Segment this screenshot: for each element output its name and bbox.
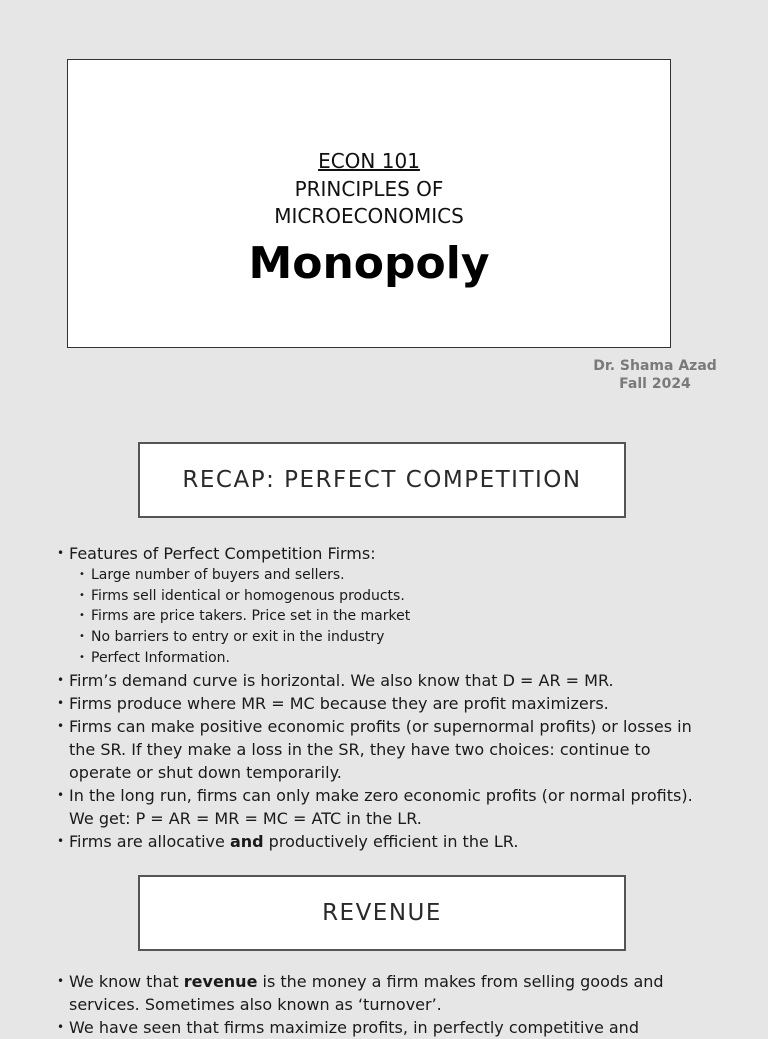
- list-item: • Perfect Information.: [69, 648, 717, 669]
- list-item: [57, 970, 717, 1016]
- author-block: [580, 357, 730, 393]
- features-sublist: [69, 565, 717, 669]
- list-item: • Firms produce where MR = MC because they are profit maximizers.: [57, 692, 717, 715]
- list-item: • No barriers to entry or exit in the industry: [69, 627, 717, 648]
- topic-title: Monopoly: [248, 238, 490, 289]
- term: Fall 2024: [619, 376, 691, 392]
- text-run: is the money a firm makes from selling goods and services. Sometimes also known as ‘turnover’.: [69, 972, 664, 1014]
- list-item: • Large number of buyers and sellers.: [69, 565, 717, 586]
- list-item: • Firms sell identical or homogenous products.: [69, 586, 717, 607]
- title-slide: [67, 59, 671, 348]
- revenue-heading: REVENUE: [138, 875, 626, 951]
- revenue-bullet-list: [57, 970, 717, 1039]
- text-run: We know that: [69, 972, 184, 991]
- course-code: ECON 101: [318, 149, 420, 173]
- bold-text: revenue: [183, 972, 258, 991]
- features-label: Features of Perfect Competition Firms:: [69, 544, 376, 563]
- text-run: productively efficient in the LR.: [263, 831, 519, 851]
- list-item: [57, 830, 717, 853]
- course-name: [68, 176, 670, 230]
- course-name-line1: PRINCIPLES OF: [294, 177, 444, 201]
- course-name-line2: MICROECONOMICS: [274, 204, 464, 228]
- list-item: • Firms can make positive economic profits (or supernormal profits) or losses in the SR. If they make a loss in the SR, they have two choices: continue to operate or shut down temporarily.: [57, 715, 717, 784]
- list-item: • In the long run, firms can only make zero economic profits (or normal profits). We get: P = AR = MR = MC = ATC in the LR.: [57, 784, 717, 830]
- list-item: • Firms are price takers. Price set in the market: [69, 606, 717, 627]
- list-item: [57, 542, 717, 669]
- text-run: Firms are allocative: [69, 831, 230, 851]
- recap-heading: RECAP: PERFECT COMPETITION: [138, 442, 626, 518]
- recap-bullet-list: [57, 542, 717, 853]
- list-item: • We have seen that firms maximize profits, in perfectly competitive and: [57, 1016, 717, 1039]
- bold-text: and: [229, 831, 264, 851]
- author-name: Dr. Shama Azad: [593, 358, 717, 374]
- list-item: • Firm’s demand curve is horizontal. We also know that D = AR = MR.: [57, 669, 717, 692]
